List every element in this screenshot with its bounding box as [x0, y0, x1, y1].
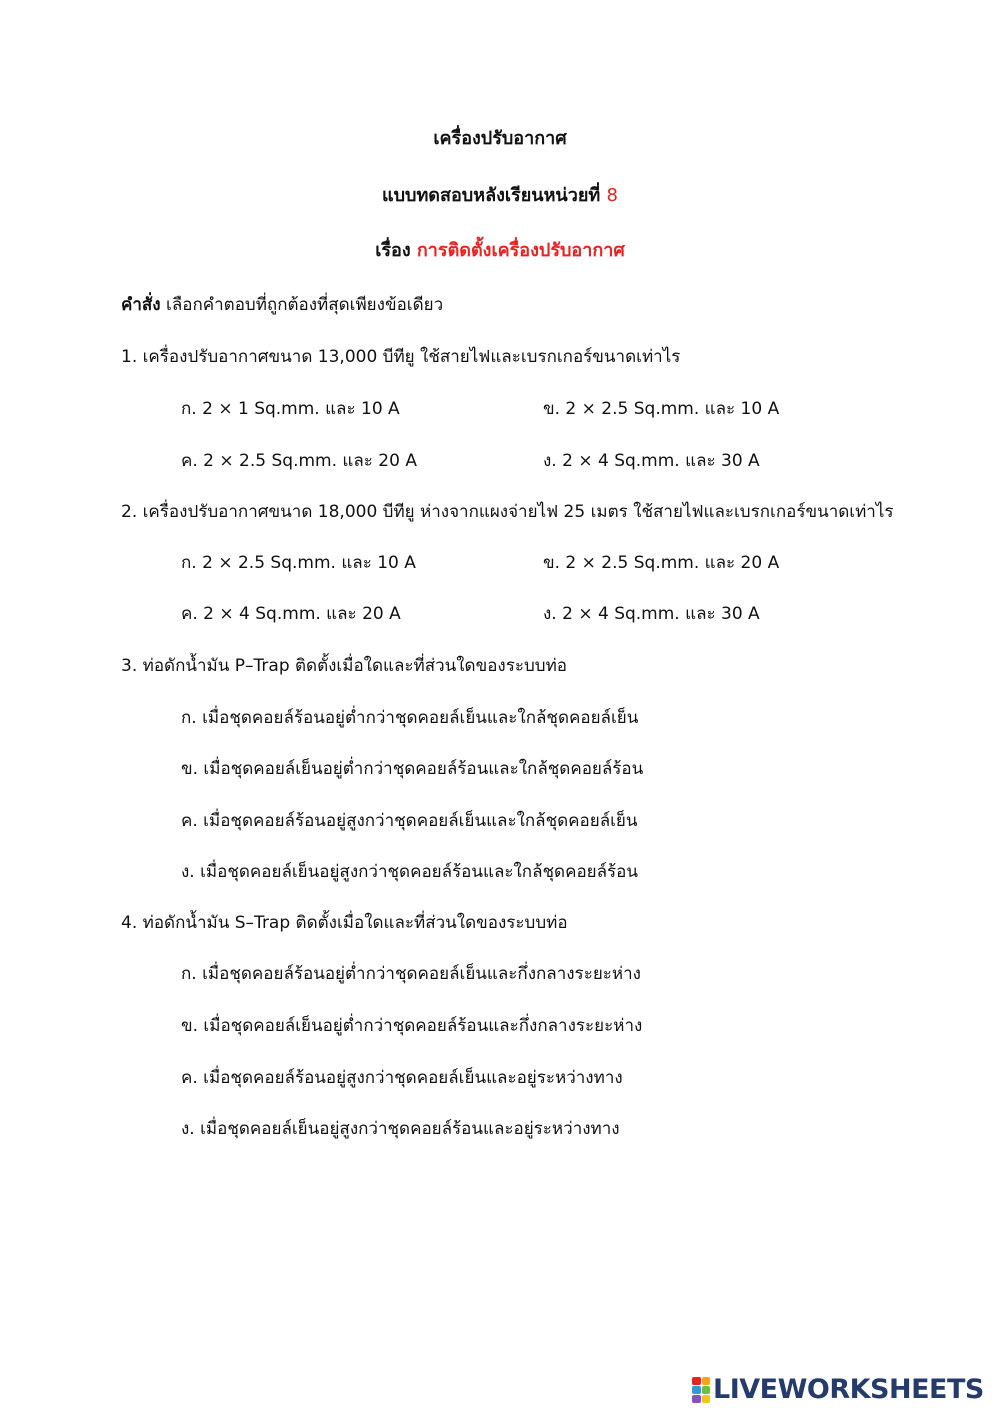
- instructions-label: คำสั่ง: [121, 295, 161, 315]
- page-subtitle: [0, 184, 1000, 208]
- question-4-option-a[interactable]: ก. เมื่อชุดคอยล์ร้อนอยู่ต่ำกว่าชุดคอยล์เย็นและกึ่งกลางระยะห่าง: [181, 964, 641, 984]
- question-1: 1. เครื่องปรับอากาศขนาด 13,000 บีทียู ใช้สายไฟและเบรกเกอร์ขนาดเท่าไร: [121, 347, 681, 367]
- question-2-option-c[interactable]: ค. 2 × 4 Sq.mm. และ 20 A: [181, 604, 401, 624]
- question-1-option-b[interactable]: ข. 2 × 2.5 Sq.mm. และ 10 A: [543, 399, 780, 419]
- question-4-option-b[interactable]: ข. เมื่อชุดคอยล์เย็นอยู่ต่ำกว่าชุดคอยล์ร้อนและกึ่งกลางระยะห่าง: [181, 1016, 643, 1036]
- question-3-option-a[interactable]: ก. เมื่อชุดคอยล์ร้อนอยู่ต่ำกว่าชุดคอยล์เย็นและใกล้ชุดคอยล์เย็น: [181, 708, 639, 728]
- question-2-option-b[interactable]: ข. 2 × 2.5 Sq.mm. และ 20 A: [543, 553, 780, 573]
- logo-text: LIVEWORKSHEETS: [713, 1374, 984, 1405]
- question-1-option-a[interactable]: ก. 2 × 1 Sq.mm. และ 10 A: [181, 399, 400, 419]
- question-1-option-d[interactable]: ง. 2 × 4 Sq.mm. และ 30 A: [543, 451, 760, 471]
- logo-mark-cell: [702, 1395, 711, 1403]
- logo-mark-cell: [702, 1386, 711, 1394]
- question-2-option-a[interactable]: ก. 2 × 2.5 Sq.mm. และ 10 A: [181, 553, 416, 573]
- logo-mark-icon: [692, 1377, 710, 1403]
- topic-prefix: เรื่อง: [375, 240, 411, 261]
- logo-mark-cell: [702, 1377, 711, 1385]
- question-3-option-d[interactable]: ง. เมื่อชุดคอยล์เย็นอยู่สูงกว่าชุดคอยล์ร้อนและใกล้ชุดคอยล์ร้อน: [181, 862, 639, 882]
- logo-mark-cell: [692, 1377, 701, 1385]
- liveworksheets-logo: [692, 1375, 984, 1405]
- question-3-option-b[interactable]: ข. เมื่อชุดคอยล์เย็นอยู่ต่ำกว่าชุดคอยล์ร้อนและใกล้ชุดคอยล์ร้อน: [181, 759, 644, 779]
- topic-name: การติดตั้งเครื่องปรับอากาศ: [416, 240, 625, 261]
- subtitle-prefix: แบบทดสอบหลังเรียนหน่วยที่: [381, 185, 601, 206]
- logo-mark-cell: [692, 1395, 701, 1403]
- question-1-option-c[interactable]: ค. 2 × 2.5 Sq.mm. และ 20 A: [181, 451, 417, 471]
- question-4-option-c[interactable]: ค. เมื่อชุดคอยล์ร้อนอยู่สูงกว่าชุดคอยล์เย็นและอยู่ระหว่างทาง: [181, 1068, 623, 1088]
- logo-mark-cell: [692, 1386, 701, 1394]
- question-2: 2. เครื่องปรับอากาศขนาด 18,000 บีทียู ห่างจากแผงจ่ายไฟ 25 เมตร ใช้สายไฟและเบรกเกอร์ขนาดเท่าไร: [121, 502, 894, 522]
- question-2-option-d[interactable]: ง. 2 × 4 Sq.mm. และ 30 A: [543, 604, 760, 624]
- unit-number: 8: [606, 185, 618, 206]
- question-4-option-d[interactable]: ง. เมื่อชุดคอยล์เย็นอยู่สูงกว่าชุดคอยล์ร้อนและอยู่ระหว่างทาง: [181, 1119, 620, 1139]
- page-title: [0, 127, 1000, 151]
- question-4: 4. ท่อดักน้ำมัน S–Trap ติดตั้งเมื่อใดและที่ส่วนใดของระบบท่อ: [121, 913, 568, 933]
- instructions: [121, 293, 443, 317]
- instructions-text: เลือกคำตอบที่ถูกต้องที่สุดเพียงข้อเดียว: [166, 295, 444, 315]
- question-3-option-c[interactable]: ค. เมื่อชุดคอยล์ร้อนอยู่สูงกว่าชุดคอยล์เย็นและใกล้ชุดคอยล์เย็น: [181, 811, 638, 831]
- question-3: 3. ท่อดักน้ำมัน P–Trap ติดตั้งเมื่อใดและที่ส่วนใดของระบบท่อ: [121, 656, 567, 676]
- page-topic: [0, 239, 1000, 263]
- title-text: เครื่องปรับอากาศ: [433, 128, 567, 149]
